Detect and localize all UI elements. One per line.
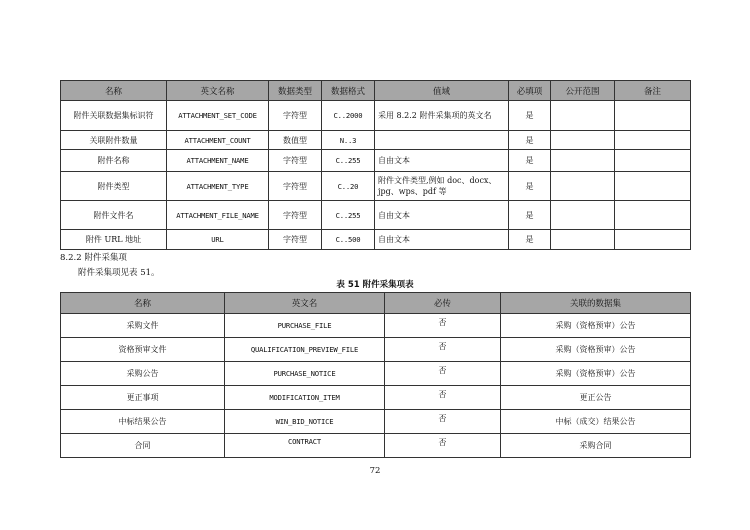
table-cell: 自由文本: [375, 230, 509, 250]
table-cell: [551, 201, 615, 230]
table-row: [61, 101, 691, 131]
table-row: [61, 338, 691, 362]
table-cell: 附件 URL 地址: [61, 230, 167, 250]
table-cell: 字符型: [269, 101, 322, 131]
section-heading: 8.2.2 附件采集项: [60, 253, 127, 263]
table-cell: 采购（资格预审）公告: [501, 314, 691, 338]
table-row: [61, 230, 691, 250]
table-row: [61, 362, 691, 386]
table-cell: 自由文本: [375, 150, 509, 172]
table-cell: C..2000: [322, 101, 375, 131]
column-header: 备注: [615, 81, 691, 101]
table-cell: 字符型: [269, 150, 322, 172]
table-cell: 资格预审文件: [61, 338, 225, 362]
table-cell: 更正事项: [61, 386, 225, 410]
table-cell: [615, 172, 691, 201]
table-cell: [615, 150, 691, 172]
table-cell: ATTACHMENT_TYPE: [167, 172, 269, 201]
column-header: 英文名: [225, 293, 385, 314]
table-cell: 是: [509, 172, 551, 201]
table-cell: 是: [509, 230, 551, 250]
table-cell: 是: [509, 201, 551, 230]
table-cell: [375, 131, 509, 150]
table-header-row: [61, 81, 691, 101]
table-cell: 是: [509, 131, 551, 150]
table-cell: C..20: [322, 172, 375, 201]
table-cell: PURCHASE_NOTICE: [225, 362, 385, 386]
table-cell: [615, 131, 691, 150]
table-cell: N..3: [322, 131, 375, 150]
table-cell: 更正公告: [501, 386, 691, 410]
table-cell: [615, 101, 691, 131]
table-cell: 采购合同: [501, 434, 691, 458]
table-cell: 是: [509, 101, 551, 131]
table-cell: 采用 8.2.2 附件采集项的英文名: [375, 101, 509, 131]
table-cell: 采购（资格预审）公告: [501, 338, 691, 362]
column-header: 关联的数据集: [501, 293, 691, 314]
table-cell: 否: [385, 338, 501, 362]
table-cell: 否: [385, 386, 501, 410]
table-cell: CONTRACT: [225, 434, 385, 458]
table-cell: 附件类型: [61, 172, 167, 201]
table-cell: 字符型: [269, 172, 322, 201]
table-cell: 字符型: [269, 201, 322, 230]
table-cell: [551, 150, 615, 172]
table-cell: 合同: [61, 434, 225, 458]
table-cell: 否: [385, 314, 501, 338]
table-cell: PURCHASE_FILE: [225, 314, 385, 338]
table-row: [61, 131, 691, 150]
table-cell: MODIFICATION_ITEM: [225, 386, 385, 410]
table-row: [61, 434, 691, 458]
table-cell: 附件名称: [61, 150, 167, 172]
table-cell: C..500: [322, 230, 375, 250]
table-cell: 附件文件类型,例如 doc、docx、jpg、wps、pdf 等: [375, 172, 509, 201]
table-cell: [551, 172, 615, 201]
table-cell: C..255: [322, 150, 375, 172]
table-cell: 中标（成交）结果公告: [501, 410, 691, 434]
column-header: 名称: [61, 81, 167, 101]
column-header: 英文名称: [167, 81, 269, 101]
table-row: [61, 314, 691, 338]
column-header: 名称: [61, 293, 225, 314]
table-row: [61, 150, 691, 172]
table-cell: 附件文件名: [61, 201, 167, 230]
column-header: 数据格式: [322, 81, 375, 101]
table-cell: [615, 230, 691, 250]
table-cell: 采购（资格预审）公告: [501, 362, 691, 386]
table-cell: 采购公告: [61, 362, 225, 386]
table-cell: 采购文件: [61, 314, 225, 338]
table-cell: ATTACHMENT_FILE_NAME: [167, 201, 269, 230]
table-cell: 否: [385, 362, 501, 386]
table-cell: 自由文本: [375, 201, 509, 230]
table-cell: ATTACHMENT_NAME: [167, 150, 269, 172]
table-cell: 字符型: [269, 230, 322, 250]
table-cell: [551, 230, 615, 250]
column-header: 值域: [375, 81, 509, 101]
table-cell: 关联附件数量: [61, 131, 167, 150]
table-cell: ATTACHMENT_SET_CODE: [167, 101, 269, 131]
table-cell: 中标结果公告: [61, 410, 225, 434]
column-header: 公开范围: [551, 81, 615, 101]
column-header: 数据类型: [269, 81, 322, 101]
table-cell: 否: [385, 434, 501, 458]
table-cell: URL: [167, 230, 269, 250]
table-cell: QUALIFICATION_PREVIEW_FILE: [225, 338, 385, 362]
table-cell: [615, 201, 691, 230]
table-cell: 附件关联数据集标识符: [61, 101, 167, 131]
column-header: 必填项: [509, 81, 551, 101]
table-cell: WIN_BID_NOTICE: [225, 410, 385, 434]
table-cell: C..255: [322, 201, 375, 230]
table-row: [61, 386, 691, 410]
page-number: 72: [369, 466, 381, 476]
table-cell: 否: [385, 410, 501, 434]
table-caption: 表 51 附件采集项表: [336, 280, 414, 290]
table-cell: ATTACHMENT_COUNT: [167, 131, 269, 150]
attachment-dataset-table: [60, 80, 691, 250]
table-row: [61, 172, 691, 201]
table-cell: [551, 131, 615, 150]
attachment-items-table: [60, 292, 691, 458]
table-row: [61, 201, 691, 230]
section-body-text: 附件采集项见表 51。: [78, 268, 160, 278]
column-header: 必传: [385, 293, 501, 314]
table-cell: [551, 101, 615, 131]
table-row: [61, 410, 691, 434]
table-header-row: [61, 293, 691, 314]
table-cell: 数值型: [269, 131, 322, 150]
table-cell: 是: [509, 150, 551, 172]
